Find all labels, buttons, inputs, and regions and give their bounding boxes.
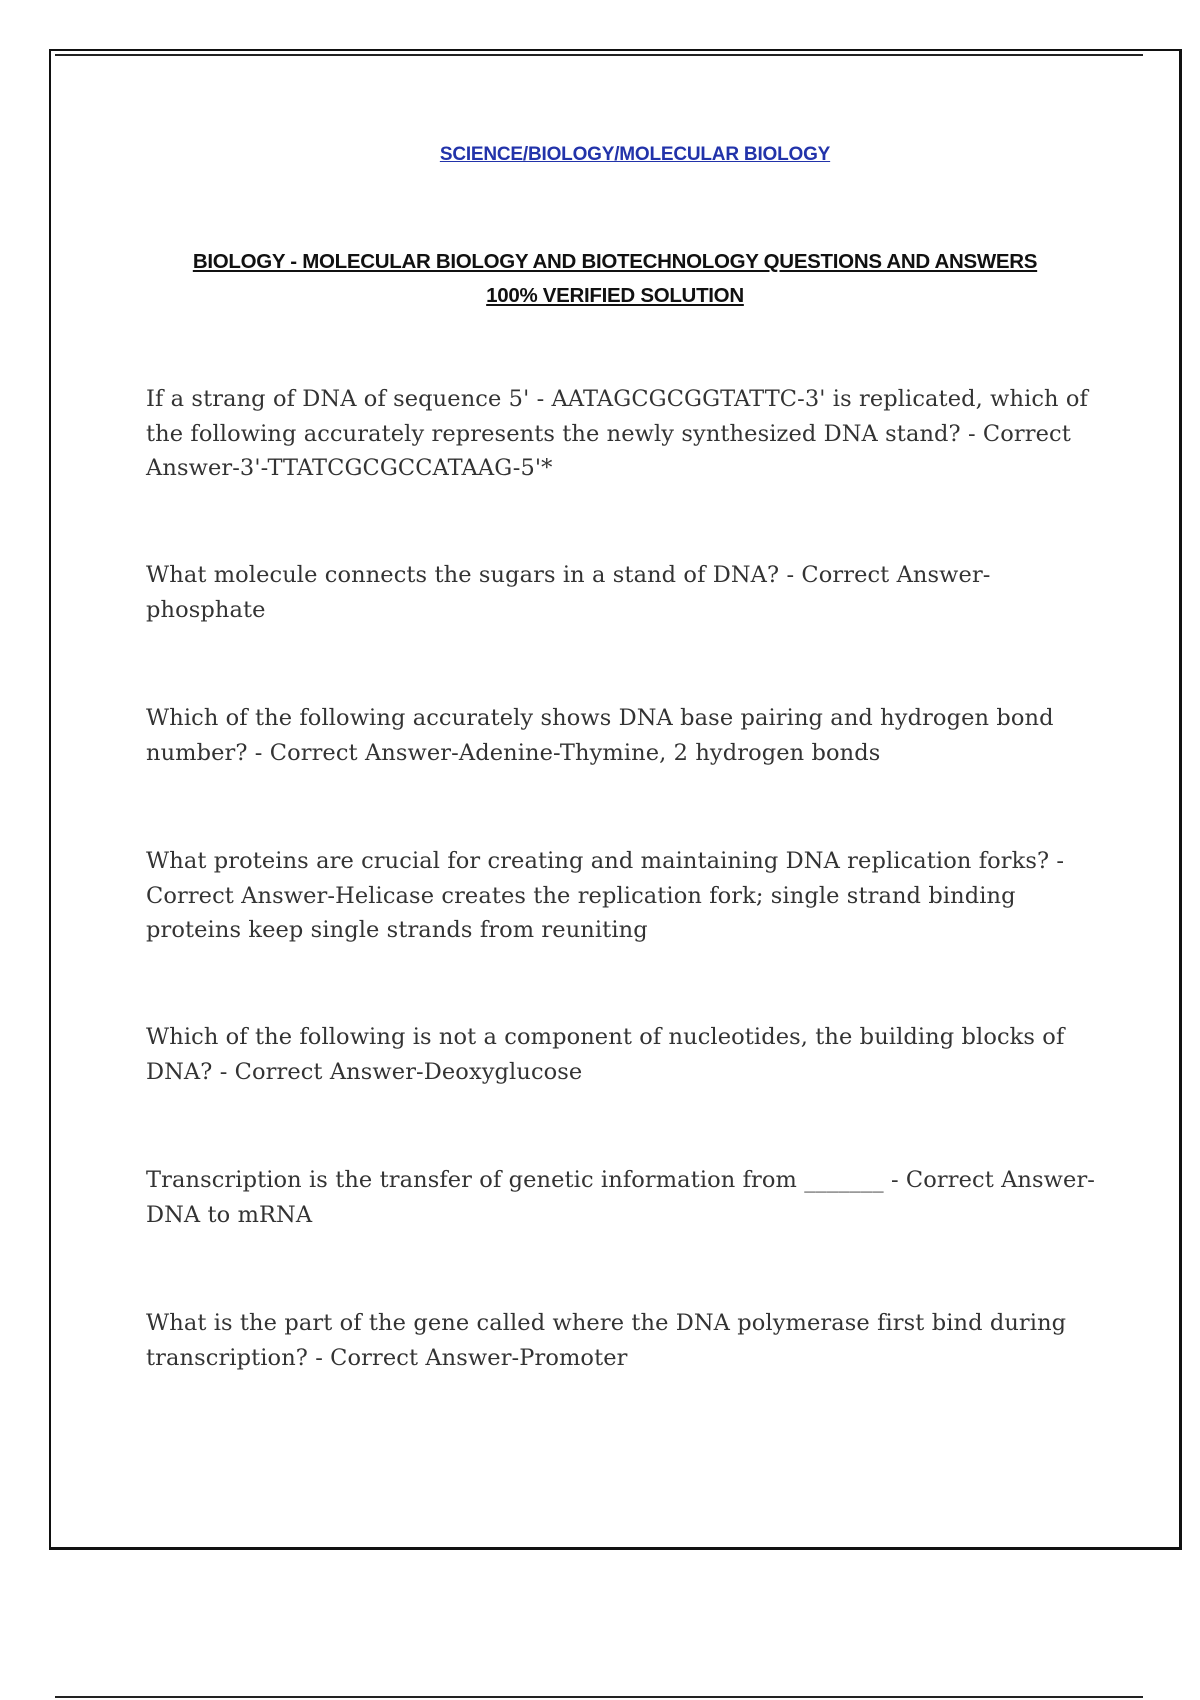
qa-item: Transcription is the transfer of genetic information from _______ - Correct Answer-DNA to mRNA <box>146 1167 1096 1228</box>
qa-item: Which of the following accurately shows DNA base pairing and hydrogen bond number? - Correct Answer-Adenine-Thymine, 2 hydrogen bonds <box>146 705 1054 766</box>
title-line-1: BIOLOGY - MOLECULAR BIOLOGY AND BIOTECHNOLOGY QUESTIONS AND ANSWERS <box>192 250 1038 273</box>
title-line-2: 100% VERIFIED SOLUTION <box>486 284 744 307</box>
qa-item: What molecule connects the sugars in a stand of DNA? - Correct Answer-phosphate <box>146 562 991 623</box>
qa-item: If a strang of DNA of sequence 5' - AATAGCGCGGTATTC-3' is replicated, which of the following accurately represents the newly synthesized DNA stand? - Correct Answer-3'-TTATCGCGCCATAAG-5'* <box>146 386 1088 481</box>
page-title <box>140 245 1090 313</box>
qa-item: What is the part of the gene called where the DNA polymerase first bind during transcription? - Correct Answer-Promoter <box>146 1310 1067 1371</box>
qa-item: What proteins are crucial for creating and maintaining DNA replication forks? - Correct Answer-Helicase creates the replication fork; single strand binding proteins keep single strands from reuniting <box>146 848 1065 943</box>
breadcrumb[interactable]: SCIENCE/BIOLOGY/MOLECULAR BIOLOGY <box>439 144 831 165</box>
qa-item: Which of the following is not a component of nucleotides, the building blocks of DNA? - Correct Answer-Deoxyglucose <box>146 1024 1065 1085</box>
bottom-rule <box>55 1696 1143 1698</box>
